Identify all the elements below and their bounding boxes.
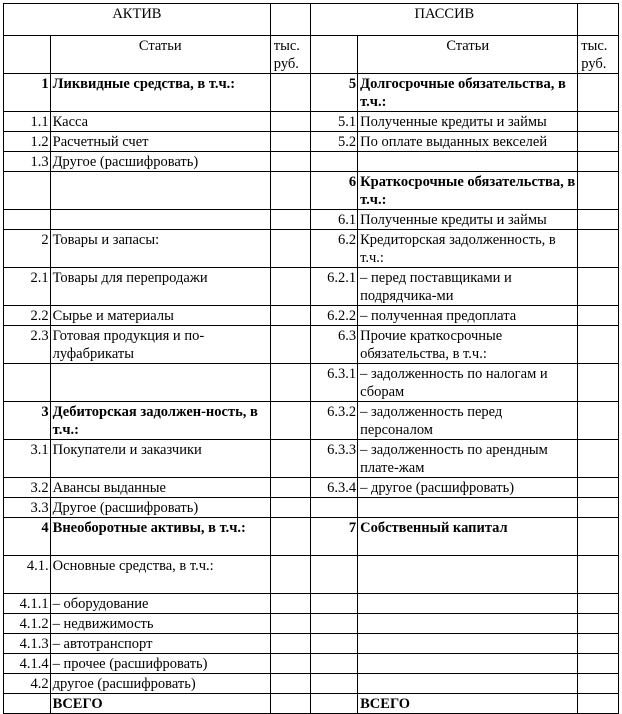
passiv-item-number: 6.2	[311, 230, 358, 268]
aktiv-item-value	[270, 112, 311, 132]
aktiv-item-name: Основные средства, в т.ч.:	[50, 556, 270, 594]
passiv-item-value	[578, 498, 619, 518]
aktiv-item-value	[270, 478, 311, 498]
passiv-item-name: – другое (расшифровать)	[358, 478, 578, 498]
aktiv-item-name: Товары и запасы:	[50, 230, 270, 268]
passiv-item-name: Прочие краткосрочные обязательства, в т.ч.:	[358, 326, 578, 364]
passiv-item-number	[311, 556, 358, 594]
aktiv-item-value	[270, 172, 311, 210]
passiv-item-value	[578, 634, 619, 654]
aktiv-item-number	[4, 364, 51, 402]
passiv-item-number	[311, 614, 358, 634]
aktiv-item-name: Дебиторская задолжен-ность, в т.ч.:	[50, 402, 270, 440]
table-row	[4, 364, 619, 402]
table-row	[4, 498, 619, 518]
passiv-item-number	[311, 152, 358, 172]
passiv-heading-spacer	[578, 4, 619, 36]
passiv-item-name: ВСЕГО	[358, 694, 578, 714]
aktiv-item-name: Другое (расшифровать)	[50, 152, 270, 172]
passiv-item-name: Кредиторская задолженность, в т.ч.:	[358, 230, 578, 268]
aktiv-item-name	[50, 364, 270, 402]
passiv-item-value	[578, 152, 619, 172]
aktiv-item-value	[270, 364, 311, 402]
balance-table	[3, 3, 619, 714]
table-row	[4, 210, 619, 230]
passiv-item-name: Собственный капитал	[358, 518, 578, 556]
passiv-item-name	[358, 654, 578, 674]
passiv-item-name: Долгосрочные обязательства, в т.ч.:	[358, 74, 578, 112]
passiv-item-value	[578, 674, 619, 694]
aktiv-item-value	[270, 498, 311, 518]
passiv-item-name: – перед поставщиками и подрядчика-ми	[358, 268, 578, 306]
passiv-num-header	[311, 36, 358, 74]
passiv-item-value	[578, 478, 619, 498]
aktiv-item-number: 4.1.2	[4, 614, 51, 634]
passiv-item-name: Краткосрочные обязательства, в т.ч.:	[358, 172, 578, 210]
passiv-item-name: – задолженность перед персоналом	[358, 402, 578, 440]
aktiv-item-value	[270, 556, 311, 594]
table-row	[4, 654, 619, 674]
aktiv-item-name: Покупатели и заказчики	[50, 440, 270, 478]
table-row	[4, 74, 619, 112]
passiv-item-number: 6	[311, 172, 358, 210]
table-row	[4, 402, 619, 440]
aktiv-item-number	[4, 694, 51, 714]
passiv-item-value	[578, 614, 619, 634]
aktiv-item-number: 4.1.	[4, 556, 51, 594]
aktiv-item-value	[270, 440, 311, 478]
aktiv-item-value	[270, 594, 311, 614]
passiv-item-value	[578, 210, 619, 230]
aktiv-item-value	[270, 674, 311, 694]
aktiv-item-name: – недвижимость	[50, 614, 270, 634]
passiv-item-number	[311, 674, 358, 694]
passiv-item-number: 5.2	[311, 132, 358, 152]
table-row	[4, 614, 619, 634]
passiv-units-header: тыс. руб.	[578, 36, 619, 74]
aktiv-item-value	[270, 654, 311, 674]
aktiv-item-number: 4	[4, 518, 51, 556]
aktiv-item-name: Сырье и материалы	[50, 306, 270, 326]
passiv-item-value	[578, 306, 619, 326]
aktiv-item-name: Товары для перепродажи	[50, 268, 270, 306]
aktiv-item-value	[270, 518, 311, 556]
passiv-item-number: 5.1	[311, 112, 358, 132]
aktiv-item-number: 3.2	[4, 478, 51, 498]
aktiv-item-number: 3	[4, 402, 51, 440]
passiv-item-name: – задолженность по арендным плате-жам	[358, 440, 578, 478]
aktiv-item-name: – оборудование	[50, 594, 270, 614]
aktiv-item-number: 2.2	[4, 306, 51, 326]
aktiv-item-value	[270, 306, 311, 326]
table-row	[4, 230, 619, 268]
aktiv-item-value	[270, 614, 311, 634]
table-row	[4, 674, 619, 694]
passiv-item-name: Полученные кредиты и займы	[358, 210, 578, 230]
passiv-heading: ПАССИВ	[311, 4, 578, 36]
aktiv-item-value	[270, 210, 311, 230]
passiv-item-name	[358, 152, 578, 172]
passiv-item-value	[578, 230, 619, 268]
table-row	[4, 306, 619, 326]
table-row	[4, 172, 619, 210]
passiv-item-value	[578, 654, 619, 674]
passiv-item-number: 6.2.1	[311, 268, 358, 306]
passiv-item-value	[578, 112, 619, 132]
passiv-item-value	[578, 440, 619, 478]
passiv-item-value	[578, 74, 619, 112]
aktiv-item-number: 3.1	[4, 440, 51, 478]
passiv-item-value	[578, 326, 619, 364]
aktiv-item-name: Касса	[50, 112, 270, 132]
header-row-sections	[4, 4, 619, 36]
aktiv-item-name: Другое (расшифровать)	[50, 498, 270, 518]
passiv-item-number: 6.3.1	[311, 364, 358, 402]
table-row	[4, 112, 619, 132]
aktiv-item-name: Авансы выданные	[50, 478, 270, 498]
aktiv-item-number: 2.1	[4, 268, 51, 306]
aktiv-item-number: 2	[4, 230, 51, 268]
aktiv-item-name	[50, 172, 270, 210]
passiv-item-name	[358, 674, 578, 694]
passiv-item-value	[578, 594, 619, 614]
aktiv-item-name	[50, 210, 270, 230]
aktiv-item-number	[4, 210, 51, 230]
aktiv-item-name: – прочее (расшифровать)	[50, 654, 270, 674]
passiv-item-number: 7	[311, 518, 358, 556]
aktiv-item-value	[270, 634, 311, 654]
aktiv-item-number: 4.1.1	[4, 594, 51, 614]
passiv-item-number	[311, 694, 358, 714]
aktiv-item-name: Внеоборотные активы, в т.ч.:	[50, 518, 270, 556]
aktiv-item-name: Расчетный счет	[50, 132, 270, 152]
passiv-item-number: 6.2.2	[311, 306, 358, 326]
passiv-item-value	[578, 268, 619, 306]
aktiv-item-name: ВСЕГО	[50, 694, 270, 714]
table-row	[4, 152, 619, 172]
aktiv-item-value	[270, 326, 311, 364]
header-row-columns	[4, 36, 619, 74]
aktiv-item-value	[270, 132, 311, 152]
balance-sheet	[3, 3, 619, 712]
passiv-item-value	[578, 172, 619, 210]
aktiv-item-number: 3.3	[4, 498, 51, 518]
passiv-item-name: – полученная предоплата	[358, 306, 578, 326]
aktiv-num-header	[4, 36, 51, 74]
aktiv-item-number: 1.1	[4, 112, 51, 132]
aktiv-item-number: 4.1.4	[4, 654, 51, 674]
passiv-item-name	[358, 594, 578, 614]
aktiv-item-name: другое (расшифровать)	[50, 674, 270, 694]
passiv-item-number	[311, 498, 358, 518]
passiv-item-number: 6.3.4	[311, 478, 358, 498]
aktiv-item-number: 4.2	[4, 674, 51, 694]
aktiv-item-number: 1.2	[4, 132, 51, 152]
table-row	[4, 478, 619, 498]
table-row	[4, 634, 619, 654]
table-row	[4, 132, 619, 152]
aktiv-item-name: Ликвидные средства, в т.ч.:	[50, 74, 270, 112]
table-row	[4, 326, 619, 364]
aktiv-heading-spacer	[270, 4, 311, 36]
table-row	[4, 440, 619, 478]
passiv-item-number	[311, 654, 358, 674]
passiv-item-number: 6.3.2	[311, 402, 358, 440]
aktiv-item-number	[4, 172, 51, 210]
passiv-item-name: По оплате выданных векселей	[358, 132, 578, 152]
aktiv-item-number: 1.3	[4, 152, 51, 172]
aktiv-item-value	[270, 152, 311, 172]
aktiv-item-name: Готовая продукция и по-луфабрикаты	[50, 326, 270, 364]
table-row	[4, 694, 619, 714]
passiv-item-value	[578, 518, 619, 556]
table-row	[4, 594, 619, 614]
passiv-item-number	[311, 594, 358, 614]
passiv-item-number	[311, 634, 358, 654]
passiv-item-name	[358, 614, 578, 634]
passiv-item-number: 6.1	[311, 210, 358, 230]
aktiv-item-name: – автотранспорт	[50, 634, 270, 654]
passiv-item-name: – задолженность по налогам и сборам	[358, 364, 578, 402]
aktiv-item-number: 1	[4, 74, 51, 112]
passiv-item-name	[358, 498, 578, 518]
aktiv-stati-header: Статьи	[50, 36, 270, 74]
passiv-item-name	[358, 634, 578, 654]
aktiv-item-value	[270, 402, 311, 440]
aktiv-item-value	[270, 74, 311, 112]
passiv-stati-header: Статьи	[358, 36, 578, 74]
passiv-item-value	[578, 556, 619, 594]
passiv-item-number: 6.3	[311, 326, 358, 364]
passiv-item-value	[578, 364, 619, 402]
passiv-item-name	[358, 556, 578, 594]
table-row	[4, 518, 619, 556]
aktiv-item-number: 2.3	[4, 326, 51, 364]
aktiv-item-value	[270, 230, 311, 268]
passiv-item-number: 6.3.3	[311, 440, 358, 478]
aktiv-heading: АКТИВ	[4, 4, 271, 36]
aktiv-item-value	[270, 694, 311, 714]
table-row	[4, 268, 619, 306]
aktiv-item-number: 4.1.3	[4, 634, 51, 654]
passiv-item-name: Полученные кредиты и займы	[358, 112, 578, 132]
aktiv-item-value	[270, 268, 311, 306]
passiv-item-value	[578, 402, 619, 440]
passiv-item-value	[578, 694, 619, 714]
passiv-item-value	[578, 132, 619, 152]
table-row	[4, 556, 619, 594]
aktiv-units-header: тыс. руб.	[270, 36, 311, 74]
passiv-item-number: 5	[311, 74, 358, 112]
